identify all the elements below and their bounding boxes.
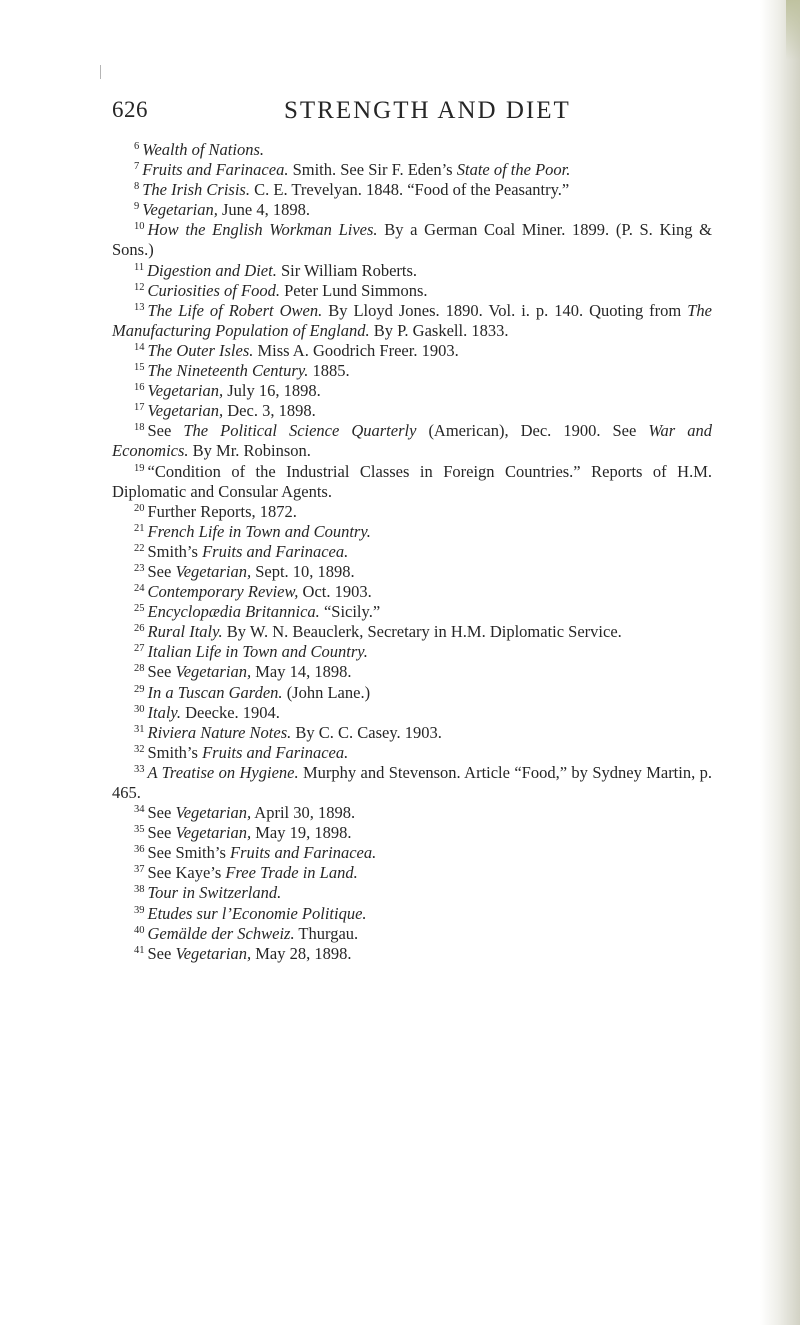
footnote — [112, 301, 712, 341]
footnote-text: (American), Dec. 1900. See — [416, 421, 649, 441]
footnote — [112, 662, 712, 682]
footnote-number: 18 — [134, 422, 145, 434]
footnote-text: By Mr. Robinson. — [188, 441, 311, 461]
running-title: STRENGTH AND DIET — [284, 97, 571, 124]
footnote-number: 24 — [134, 583, 145, 595]
footnote-title: Fruits and Farinacea. — [142, 160, 289, 180]
footnote-title: The Outer Isles. — [147, 340, 254, 360]
footnote-number: 13 — [134, 301, 145, 313]
footnote — [112, 743, 712, 763]
footnote-text: See Kaye’s — [147, 863, 226, 883]
footnote-number: 6 — [134, 141, 140, 152]
page-mark — [100, 65, 101, 79]
footnote-title: Vegetarian, — [175, 943, 252, 963]
footnote — [112, 220, 712, 260]
footnote-number: 29 — [134, 683, 145, 695]
footnote-number: 16 — [134, 382, 145, 394]
footnote-number: 23 — [134, 562, 145, 574]
footnote-title: Vegetarian, — [175, 662, 252, 682]
footnote-text: See — [147, 662, 176, 682]
footnote-number: 32 — [134, 743, 145, 755]
footnote-text: Smith. See Sir F. Eden’s — [288, 160, 457, 180]
footnote-number: 38 — [134, 884, 145, 896]
footnote-text: Sept. 10, 1898. — [251, 561, 355, 581]
footnote — [112, 381, 712, 401]
footnote-title: Free Trade in Land. — [225, 863, 358, 883]
footnote-title: French Life in Town and Country. — [147, 521, 371, 541]
footnote — [112, 642, 712, 662]
footnote-text: Peter Lund Simmons. — [279, 280, 428, 300]
footnote-number: 10 — [134, 221, 145, 233]
footnote-title: Vegetarian, — [175, 823, 252, 843]
footnote — [112, 421, 712, 461]
footnote-number: 31 — [134, 723, 145, 735]
footnote-title: Vegetarian, — [175, 803, 252, 823]
footnote-text: See — [147, 803, 176, 823]
footnote — [112, 904, 712, 924]
footnote-number: 8 — [134, 181, 140, 193]
footnote-text: Smith’s — [147, 541, 203, 561]
footnote — [112, 462, 712, 502]
footnote-title: A Treatise on Hygiene. — [147, 762, 299, 782]
footnote-text: See — [147, 421, 184, 441]
footnote — [112, 803, 712, 823]
footnote-text: By W. N. Beauclerk, Secretary in H.M. Diplomatic Service. — [222, 622, 622, 642]
footnote-title: State of the Poor. — [456, 160, 571, 180]
footnote-text: Miss A. Goodrich Freer. 1903. — [253, 340, 459, 360]
footnote — [112, 602, 712, 622]
footnote-title: Fruits and Farinacea. — [202, 742, 349, 762]
footnote-text: See — [147, 943, 176, 963]
footnote-number: 33 — [134, 763, 145, 775]
footnote — [112, 683, 712, 703]
footnote-title: Tour in Switzerland. — [147, 883, 282, 903]
footnote-title: Curiosities of Food. — [147, 280, 280, 300]
footnote — [112, 863, 712, 883]
footnote-number: 14 — [134, 341, 145, 353]
footnote-text: See — [147, 823, 176, 843]
footnote — [112, 944, 712, 964]
footnote-number: 25 — [134, 603, 145, 615]
footnote-title: Etudes sur l’Economie Politique. — [147, 903, 367, 923]
footnote-number: 41 — [134, 944, 145, 956]
footnote-text: May 19, 1898. — [251, 823, 352, 843]
footnote-text: 1885. — [308, 361, 350, 381]
footnote — [112, 883, 712, 903]
footnote — [112, 843, 712, 863]
footnote-number: 28 — [134, 663, 145, 675]
footnote-text: July 16, 1898. — [223, 381, 321, 401]
footnote-text: “Sicily.” — [319, 602, 381, 622]
footnote — [112, 140, 712, 160]
footnote — [112, 823, 712, 843]
footnote-text: Oct. 1903. — [298, 582, 372, 602]
footnote — [112, 180, 712, 200]
footnote — [112, 200, 712, 220]
footnote — [112, 522, 712, 542]
footnote-text: C. E. Trevelyan. 1848. “Food of the Peasantry.” — [249, 180, 570, 200]
footnote — [112, 281, 712, 301]
footnote — [112, 763, 712, 803]
footnote-text: Sir William Roberts. — [276, 260, 418, 280]
footnote-title: Digestion and Diet. — [147, 260, 277, 280]
footnote-text: “Condition of the Industrial Classes in Foreign Countries.” Reports of H.M. Diplomatic and Consular Agents. — [112, 461, 712, 501]
footnote-number: 30 — [134, 703, 145, 715]
footnote-list — [112, 140, 712, 964]
footnote — [112, 924, 712, 944]
footnote-text: By P. Gaskell. 1833. — [369, 320, 509, 340]
footnote-title: Vegetarian, — [142, 200, 218, 220]
footnote-title: Riviera Nature Notes. — [147, 722, 292, 742]
footnote-text: See Smith’s — [147, 843, 231, 863]
footnote-number: 20 — [134, 502, 145, 514]
footnote — [112, 401, 712, 421]
footnote-text: Deecke. 1904. — [180, 702, 280, 722]
footnote-title: Encyclopædia Britannica. — [147, 602, 320, 622]
footnote-text: By Lloyd Jones. 1890. Vol. i. p. 140. Quoting from — [322, 300, 688, 320]
footnote-title: Italian Life in Town and Country. — [147, 642, 368, 662]
footnote-text: Dec. 3, 1898. — [223, 401, 316, 421]
footnote-text: (John Lane.) — [282, 682, 371, 702]
footnote-title: How the English Workman Lives. — [147, 220, 378, 240]
footnote — [112, 361, 712, 381]
footnote-text: May 28, 1898. — [251, 943, 352, 963]
footnote-title: The Irish Crisis. — [142, 180, 250, 200]
footnote-number: 39 — [134, 904, 145, 916]
footnote-number: 7 — [134, 161, 140, 173]
footnote-text: June 4, 1898. — [217, 200, 310, 220]
footnote-text: Thurgau. — [294, 923, 359, 943]
footnote — [112, 562, 712, 582]
footnote-title: The Political Science Quarterly — [183, 421, 417, 441]
footnote-number: 11 — [134, 261, 145, 273]
footnote-title: Contemporary Review, — [147, 582, 299, 602]
footnote-number: 22 — [134, 542, 145, 554]
footnote-title: The Nineteenth Century. — [147, 361, 309, 381]
footnote — [112, 723, 712, 743]
footnote-number: 40 — [134, 924, 145, 936]
footnote-number: 21 — [134, 522, 145, 534]
page-binding-edge — [760, 0, 800, 1325]
footnote-title: Gemälde der Schweiz. — [147, 923, 295, 943]
footnote — [112, 502, 712, 522]
footnote-number: 15 — [134, 362, 145, 374]
footnote-title: In a Tuscan Garden. — [147, 682, 283, 702]
page-number: 626 — [112, 97, 148, 122]
footnote-title: Vegetarian, — [147, 381, 224, 401]
footnote-title: War and Economics. — [112, 421, 712, 461]
page-header — [112, 97, 712, 131]
footnote-text: By C. C. Casey. 1903. — [291, 722, 442, 742]
footnote-text: Smith’s — [147, 742, 203, 762]
footnote-number: 17 — [134, 402, 145, 414]
footnote — [112, 582, 712, 602]
footnote — [112, 622, 712, 642]
footnote-number: 9 — [134, 201, 140, 213]
footnote-title: The Life of Robert Owen. — [147, 300, 323, 320]
footnote-text: See — [147, 561, 176, 581]
footnote-text: Murphy and Stevenson. Article “Food,” by Sydney Martin, p. 465. — [112, 762, 712, 802]
footnote — [112, 261, 712, 281]
footnote-text: April 30, 1898. — [251, 803, 356, 823]
footnote-title: Wealth of Nations. — [142, 140, 265, 159]
footnote — [112, 160, 712, 180]
footnote-title: Fruits and Farinacea. — [202, 541, 349, 561]
footnote-number: 34 — [134, 804, 145, 816]
footnote-number: 37 — [134, 864, 145, 876]
footnote-number: 36 — [134, 844, 145, 856]
footnote-number: 35 — [134, 824, 145, 836]
footnote-text: May 14, 1898. — [251, 662, 352, 682]
footnote-number: 19 — [134, 462, 145, 474]
footnote-title: Fruits and Farinacea. — [230, 843, 377, 863]
footnote-title: Italy. — [147, 702, 181, 722]
footnote-number: 26 — [134, 623, 145, 635]
footnote-text: Further Reports, 1872. — [147, 501, 297, 521]
footnote — [112, 341, 712, 361]
footnote — [112, 542, 712, 562]
footnote-title: Vegetarian, — [175, 561, 252, 581]
footnote-number: 12 — [134, 281, 145, 293]
footnote-title: Rural Italy. — [147, 622, 223, 642]
footnote-title: The Manufacturing Population of England. — [112, 300, 712, 340]
footnote — [112, 703, 712, 723]
footnote-number: 27 — [134, 643, 145, 655]
footnote-title: Vegetarian, — [147, 401, 224, 421]
footnote-text: By a German Coal Miner. 1899. (P. S. King & Sons.) — [112, 220, 712, 260]
